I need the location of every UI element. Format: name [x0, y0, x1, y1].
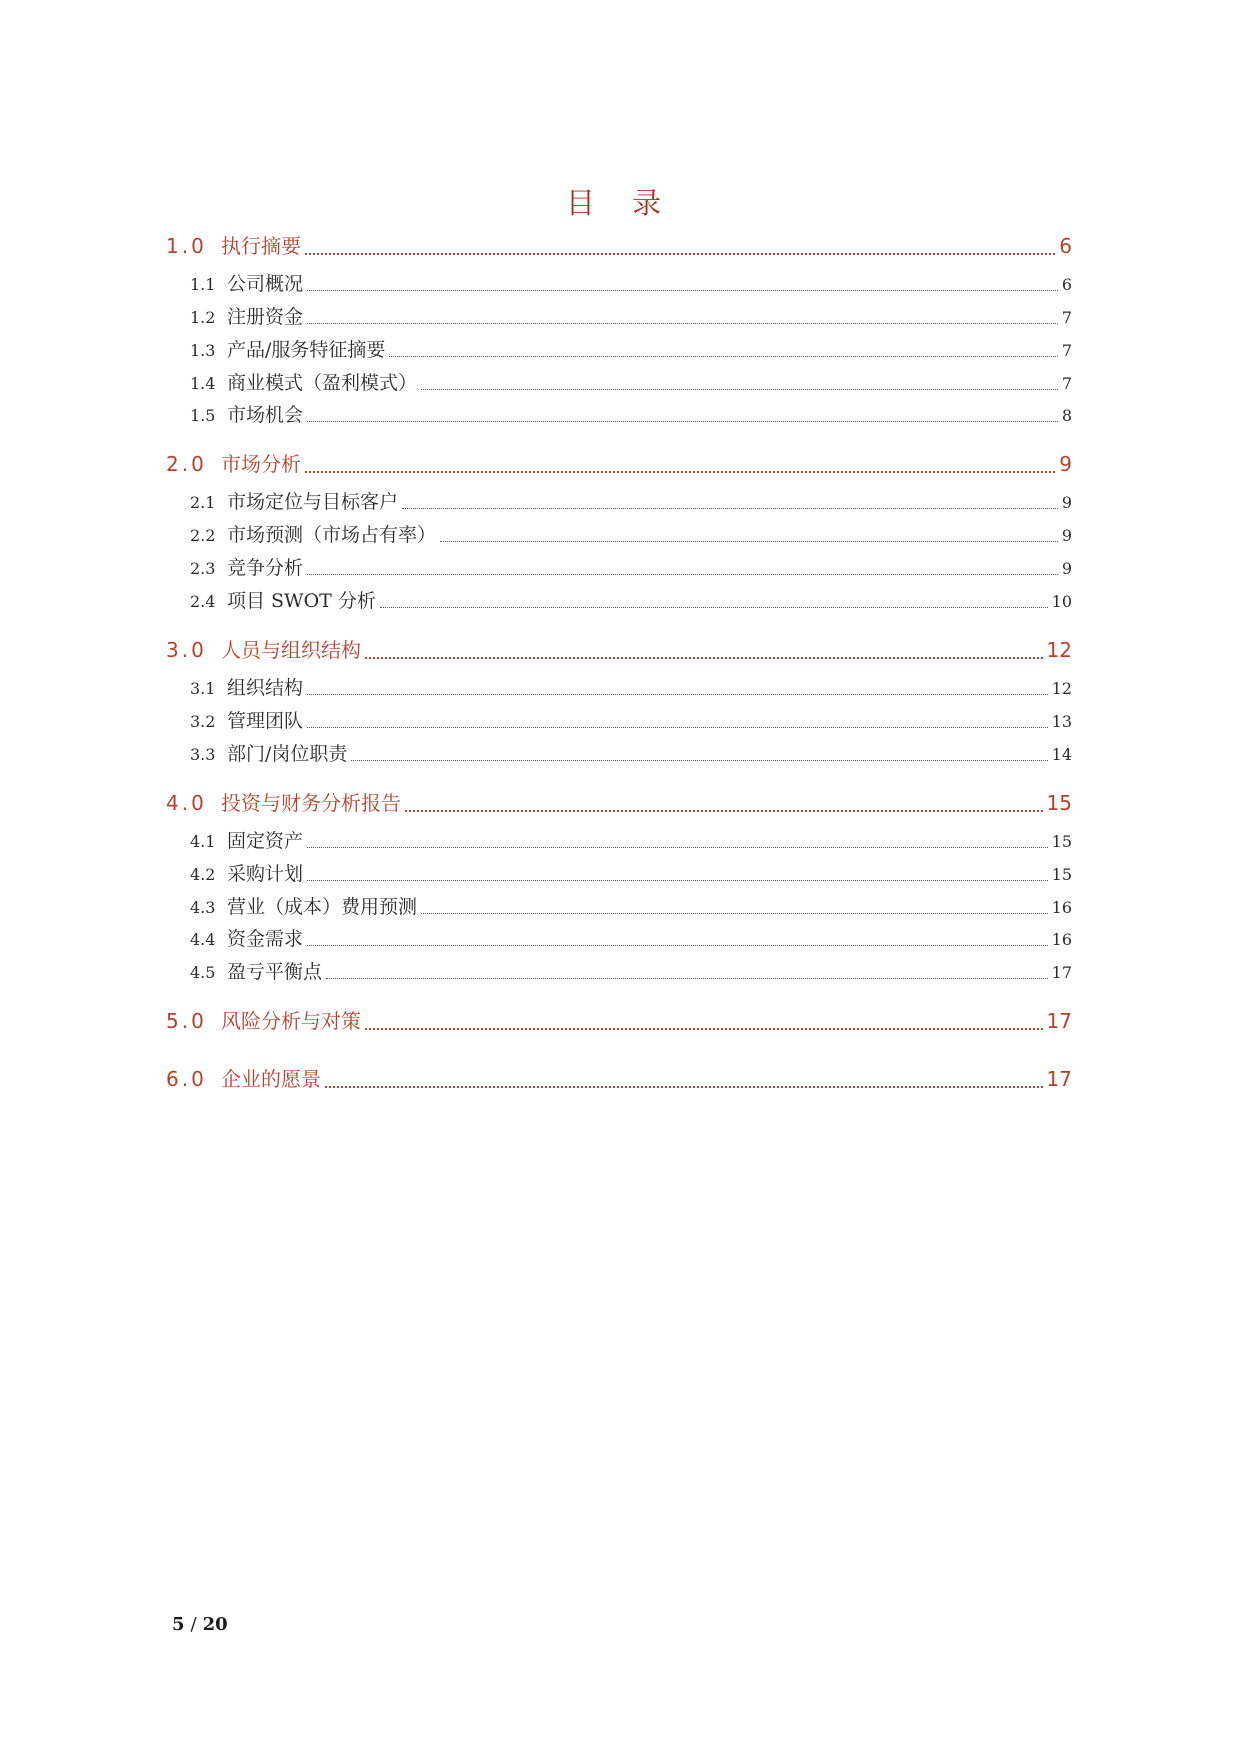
- toc-leader: [365, 1028, 1043, 1030]
- toc-entry-4-3[interactable]: [166, 893, 1072, 921]
- toc-page-number: 15: [1051, 832, 1072, 851]
- toc-entry-1-3[interactable]: [166, 336, 1072, 364]
- toc-label: 盈亏平衡点: [227, 961, 323, 983]
- toc-label: 组织结构: [227, 677, 304, 699]
- toc-number: 4.3: [190, 898, 216, 917]
- toc-label: 风险分析与对策: [221, 1009, 361, 1033]
- toc-number: 1.3: [190, 341, 216, 360]
- toc-entry-6-0[interactable]: [166, 1064, 1072, 1094]
- toc-leader: [351, 760, 1047, 761]
- toc-number: 1.2: [190, 308, 216, 327]
- toc-leader: [307, 880, 1048, 881]
- toc-entry-2-2[interactable]: [166, 521, 1072, 549]
- toc-leader: [325, 1086, 1043, 1088]
- toc-leader: [389, 356, 1057, 357]
- toc-entry-4-4[interactable]: [166, 925, 1072, 953]
- toc-leader: [380, 607, 1048, 608]
- toc-number: 1.0: [166, 234, 207, 258]
- total-page-count: 20: [202, 1614, 228, 1635]
- toc-label: 项目 SWOT 分析: [227, 590, 376, 612]
- toc-label: 企业的愿景: [221, 1067, 321, 1091]
- toc-page-number: 6: [1059, 234, 1072, 258]
- toc-entry-1-5[interactable]: [166, 401, 1072, 429]
- toc-label: 采购计划: [227, 863, 304, 885]
- toc-number: 4.4: [190, 930, 216, 949]
- toc-number: 3.1: [190, 679, 216, 698]
- toc-page-number: 13: [1051, 712, 1072, 731]
- toc-entry-4-0[interactable]: [166, 788, 1072, 818]
- current-page-number: 5: [172, 1614, 185, 1635]
- toc-page-number: 8: [1061, 406, 1072, 425]
- toc-number: 2.3: [190, 559, 216, 578]
- toc-leader: [307, 945, 1048, 946]
- toc-page-number: 15: [1051, 865, 1072, 884]
- toc-label: 营业（成本）费用预测: [227, 896, 418, 918]
- toc-label: 投资与财务分析报告: [221, 791, 401, 815]
- toc-leader: [421, 913, 1048, 914]
- toc-entry-5-0[interactable]: [166, 1006, 1072, 1036]
- toc-label: 公司概况: [227, 273, 304, 295]
- toc-number: 2.2: [190, 526, 216, 545]
- toc-page-number: 12: [1046, 638, 1072, 662]
- toc-leader: [421, 389, 1058, 390]
- toc-label: 市场分析: [221, 452, 301, 476]
- toc-page-number: 17: [1051, 963, 1072, 982]
- toc-entry-2-0[interactable]: [166, 449, 1072, 479]
- toc-entry-2-1[interactable]: [166, 488, 1072, 516]
- toc-page-number: 6: [1061, 275, 1072, 294]
- toc-page-number: 9: [1061, 526, 1072, 545]
- toc-leader: [307, 727, 1048, 728]
- toc-entry-1-2[interactable]: [166, 303, 1072, 331]
- toc-number: 2.4: [190, 592, 216, 611]
- toc-number: 4.5: [190, 963, 216, 982]
- toc-number: 3.2: [190, 712, 216, 731]
- page-footer: [172, 1614, 228, 1635]
- toc-number: 6.0: [166, 1067, 207, 1091]
- toc-page-number: 16: [1051, 930, 1072, 949]
- toc-label: 市场机会: [227, 404, 304, 426]
- toc-entry-1-1[interactable]: [166, 270, 1072, 298]
- toc-entry-4-1[interactable]: [166, 827, 1072, 855]
- toc-page-number: 12: [1051, 679, 1072, 698]
- toc-number: 1.5: [190, 406, 216, 425]
- toc-page-number: 16: [1051, 898, 1072, 917]
- toc-leader: [305, 471, 1055, 473]
- toc-number: 1.4: [190, 374, 216, 393]
- toc-leader: [305, 253, 1055, 255]
- toc-leader: [307, 421, 1058, 422]
- toc-entry-3-0[interactable]: [166, 635, 1072, 665]
- toc-label: 执行摘要: [221, 234, 301, 258]
- toc-leader: [307, 847, 1048, 848]
- toc-label: 资金需求: [227, 928, 304, 950]
- toc-number: 4.0: [166, 791, 207, 815]
- toc-label: 市场预测（市场占有率）: [227, 524, 437, 546]
- toc-page-number: 9: [1061, 493, 1072, 512]
- toc-leader: [307, 323, 1058, 324]
- toc-number: 4.2: [190, 865, 216, 884]
- toc-number: 3.0: [166, 638, 207, 662]
- toc-leader: [365, 657, 1043, 659]
- toc-entry-1-0[interactable]: [166, 231, 1072, 261]
- toc-label: 部门/岗位职责: [227, 743, 348, 765]
- toc-entry-3-3[interactable]: [166, 740, 1072, 768]
- page-title: 目 录: [565, 186, 676, 220]
- toc-page-number: 9: [1059, 452, 1072, 476]
- toc-entry-4-5[interactable]: [166, 958, 1072, 986]
- toc-page-number: 7: [1061, 341, 1072, 360]
- toc-entry-4-2[interactable]: [166, 860, 1072, 888]
- toc-leader: [307, 574, 1058, 575]
- toc-label: 人员与组织结构: [221, 638, 361, 662]
- toc-leader: [307, 694, 1048, 695]
- toc-label: 商业模式（盈利模式）: [227, 372, 418, 394]
- toc-page-number: 7: [1061, 308, 1072, 327]
- toc-page-number: 10: [1051, 592, 1072, 611]
- toc-page-number: 17: [1046, 1009, 1072, 1033]
- toc-leader: [402, 508, 1058, 509]
- toc-page-number: 15: [1046, 791, 1072, 815]
- toc-label: 管理团队: [227, 710, 304, 732]
- toc-number: 2.0: [166, 452, 207, 476]
- toc-label: 固定资产: [227, 830, 304, 852]
- toc-label: 竞争分析: [227, 557, 304, 579]
- toc-number: 1.1: [190, 275, 216, 294]
- toc-page-number: 17: [1046, 1067, 1072, 1091]
- toc-number: 5.0: [166, 1009, 207, 1033]
- toc-entry-2-4[interactable]: [166, 587, 1072, 615]
- toc-number: 4.1: [190, 832, 216, 851]
- toc-leader: [307, 290, 1058, 291]
- toc-page-number: 7: [1061, 374, 1072, 393]
- toc-entry-3-1[interactable]: [166, 674, 1072, 702]
- toc-page-number: 14: [1051, 745, 1072, 764]
- toc-entry-2-3[interactable]: [166, 554, 1072, 582]
- toc-leader: [440, 541, 1058, 542]
- toc-entry-3-2[interactable]: [166, 707, 1072, 735]
- toc-number: 2.1: [190, 493, 216, 512]
- toc-number: 3.3: [190, 745, 216, 764]
- toc-page-number: 9: [1061, 559, 1072, 578]
- page-separator: /: [190, 1614, 197, 1635]
- toc-leader: [326, 978, 1048, 979]
- toc-label: 产品/服务特征摘要: [227, 339, 386, 361]
- toc-entry-1-4[interactable]: [166, 369, 1072, 397]
- toc-label: 注册资金: [227, 306, 304, 328]
- toc-label: 市场定位与目标客户: [227, 491, 399, 513]
- toc-leader: [405, 810, 1043, 812]
